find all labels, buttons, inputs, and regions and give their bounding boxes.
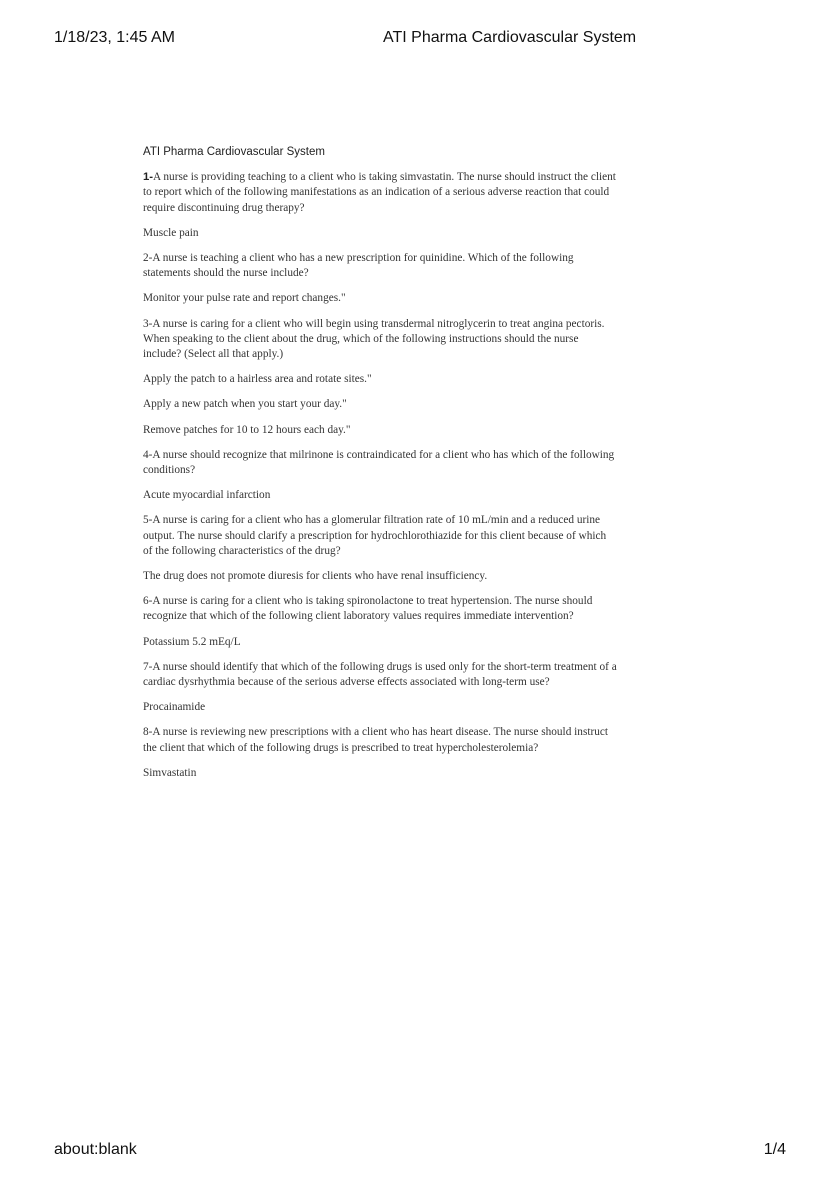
print-footer-url: about:blank: [54, 1141, 137, 1158]
answer-3a: Apply the patch to a hairless area and rotate sites.": [143, 373, 372, 386]
document-title: ATI Pharma Cardiovascular System: [143, 146, 325, 158]
question-4: 4-A nurse should recognize that milrinone is contraindicated for a client who has which of the following conditions?: [143, 448, 615, 477]
answer-8: Simvastatin: [143, 766, 197, 779]
answer-3c: Remove patches for 10 to 12 hours each day.": [143, 423, 351, 436]
question-1-text: A nurse is providing teaching to a client who is taking simvastatin. The nurse should instruct the client to report which of the following manifestations as an indication of a serious adverse reaction that could require discontinuing drug therapy?: [143, 171, 616, 214]
question-7: 7-A nurse should identify that which of the following drugs is used only for the short-term treatment of a cardiac dysrhythmia because of the serious adverse effects associated with long-term use?: [143, 660, 617, 689]
question-6: 6-A nurse is caring for a client who is taking spironolactone to treat hypertension. The nurse should recognize that which of the following client laboratory values requires immediate intervention?: [143, 595, 593, 623]
question-1-number: 1-: [143, 171, 154, 184]
print-header-title: ATI Pharma Cardiovascular System: [383, 29, 637, 46]
answer-7: Procainamide: [143, 701, 206, 714]
answer-2: Monitor your pulse rate and report changes.": [143, 292, 346, 305]
answer-1: Muscle pain: [143, 226, 199, 239]
question-2: 2-A nurse is teaching a client who has a new prescription for quinidine. Which of the following statements should the nurse include?: [143, 252, 574, 280]
question-8: 8-A nurse is reviewing new prescriptions with a client who has heart disease. The nurse should instruct the client that which of the following drugs is prescribed to treat hypercholesterolemia?: [143, 726, 609, 754]
question-5: 5-A nurse is caring for a client who has a glomerular filtration rate of 10 mL/min and a reduced urine output. The nurse should clarify a prescription for hydrochlorothiazide for this client because of which of the following characteristics of the drug?: [143, 514, 607, 557]
answer-3b: Apply a new patch when you start your day.": [143, 398, 347, 411]
answer-4: Acute myocardial infarction: [143, 489, 271, 502]
question-3: 3-A nurse is caring for a client who will begin using transdermal nitroglycerin to treat angina pectoris. When speaking to the client about the drug, which of the following instructions should the nurse include? (Select all that apply.): [143, 317, 605, 361]
print-header-datetime: 1/18/23, 1:45 AM: [54, 29, 175, 46]
answer-6: Potassium 5.2 mEq/L: [143, 635, 241, 648]
document-body: [143, 145, 618, 791]
print-footer-page-number: 1/4: [763, 1141, 786, 1158]
answer-5: The drug does not promote diuresis for clients who have renal insufficiency.: [143, 570, 488, 583]
question-1: [143, 170, 618, 216]
